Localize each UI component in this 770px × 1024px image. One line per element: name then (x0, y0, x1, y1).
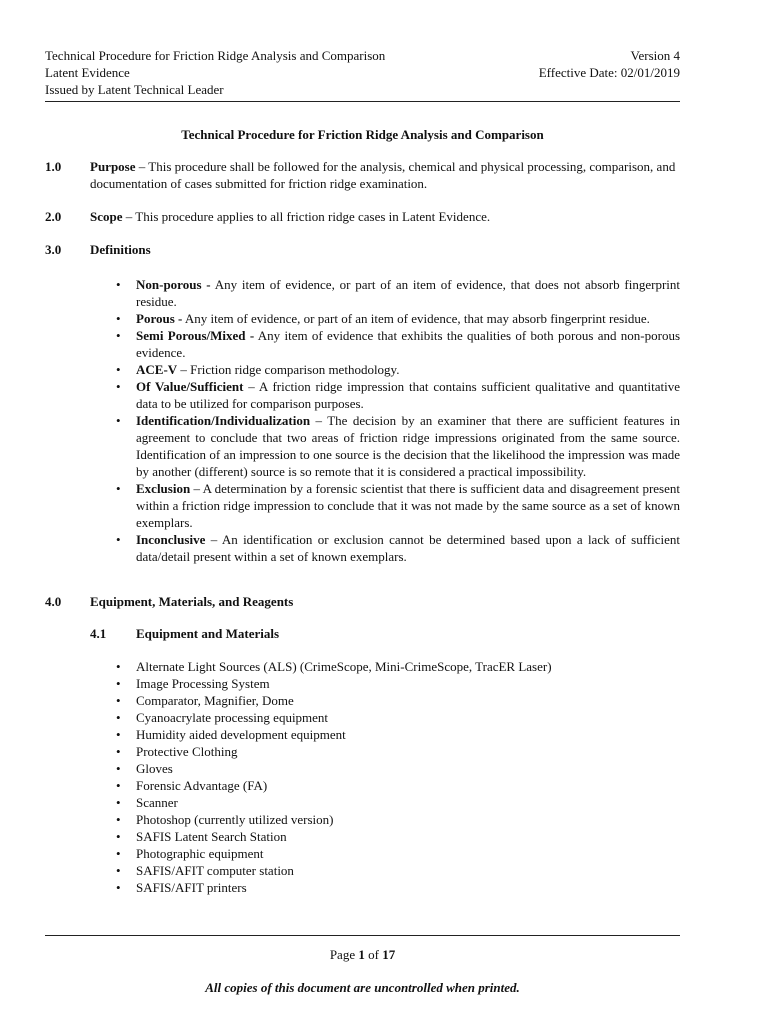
bullet-icon: • (116, 710, 121, 725)
definition-term: Non-porous - (136, 277, 211, 292)
document-title: Technical Procedure for Friction Ridge Analysis and Comparison (181, 127, 544, 142)
equipment-item: Cyanoacrylate processing equipment (136, 710, 329, 725)
section-heading: Equipment, Materials, and Reagents (90, 594, 294, 609)
equipment-item: Humidity aided development equipment (136, 727, 346, 742)
bullet-icon: • (116, 693, 121, 708)
equipment-item: SAFIS/AFIT printers (136, 880, 247, 895)
equipment-item: Gloves (136, 761, 173, 776)
uncontrolled-notice: All copies of this document are uncontrolled when printed. (205, 980, 520, 995)
equipment-item: Protective Clothing (136, 744, 238, 759)
definitions-list (92, 276, 680, 565)
bullet-icon: • (116, 727, 121, 742)
bullet-icon: • (116, 829, 121, 844)
list-item (92, 760, 680, 777)
subsection-number: 4.1 (90, 626, 107, 641)
definition-term: Identification/Individualization (136, 413, 311, 428)
header-effective-date: Effective Date: 02/01/2019 (538, 65, 680, 80)
bullet-icon: • (116, 778, 121, 793)
bullet-icon: • (116, 846, 121, 861)
list-item (92, 794, 680, 811)
equipment-item: Image Processing System (136, 676, 270, 691)
section-body (90, 208, 680, 225)
section-number: 3.0 (45, 242, 62, 257)
equipment-item: Scanner (136, 795, 178, 810)
bullet-icon: • (116, 481, 121, 496)
page-prefix: Page (329, 947, 359, 962)
definition-text: Any item of evidence that exhibits the qualities of both porous and non-porous evidence. (136, 328, 681, 360)
definition-term: ACE-V (136, 362, 178, 377)
list-item (92, 709, 680, 726)
header-right (539, 47, 680, 81)
bullet-icon: • (116, 277, 121, 292)
definition-term: Of Value/Sufficient (136, 379, 244, 394)
bullet-icon: • (116, 795, 121, 810)
section-body (90, 158, 680, 192)
list-item (92, 845, 680, 862)
equipment-item: SAFIS Latent Search Station (136, 829, 287, 844)
bullet-icon: • (116, 379, 121, 394)
equipment-list (92, 658, 680, 896)
section-term: Purpose (90, 159, 136, 174)
definition-text: – An identification or exclusion cannot be determined based upon a lack of sufficient data/detail present within a set of known exemplars. (136, 532, 680, 564)
equipment-item: Forensic Advantage (FA) (136, 778, 268, 793)
list-item (92, 862, 680, 879)
definition-term: Semi Porous/Mixed - (136, 328, 255, 343)
page-total: 17 (382, 947, 396, 962)
header-procedure-title: Technical Procedure for Friction Ridge Analysis and Comparison (45, 48, 386, 63)
definition-text: Any item of evidence, or part of an item of evidence, that does not absorb fingerprint residue. (136, 277, 680, 309)
section-heading: Definitions (90, 242, 151, 257)
equipment-item: Comparator, Magnifier, Dome (136, 693, 294, 708)
definition-term: Exclusion (136, 481, 191, 496)
header-issuer: Issued by Latent Technical Leader (45, 82, 224, 97)
header-left (45, 47, 385, 98)
bullet-icon: • (116, 761, 121, 776)
list-item (92, 378, 680, 412)
list-item (92, 743, 680, 760)
definition-text: Any item of evidence, or part of an item of evidence, that may absorb fingerprint residue. (182, 311, 650, 326)
list-item (92, 480, 680, 531)
section-term: Scope (90, 209, 123, 224)
definition-text: – A determination by a forensic scientist that there is sufficient data and disagreement present within a friction ridge impression to conclude that it was not made by the same source as a set of known exemplars. (136, 481, 680, 530)
bullet-icon: • (116, 676, 121, 691)
list-item (92, 310, 680, 327)
list-item (92, 327, 680, 361)
bullet-icon: • (116, 311, 121, 326)
subsection-heading: Equipment and Materials (136, 626, 280, 641)
bullet-icon: • (116, 413, 121, 428)
bullet-icon: • (116, 532, 121, 547)
equipment-item: Photoshop (currently utilized version) (136, 812, 334, 827)
bullet-icon: • (116, 362, 121, 377)
list-item (92, 531, 680, 565)
definition-text: – The decision by an examiner that there are sufficient features in agreement to conclude that two areas of friction ridge impressions originated from the same source. Identification of an impression to one source is the decision that the likelihood the impression was made by another (different) source is so remote that it is considered a practical impossibility. (136, 413, 680, 479)
page-mid: of (364, 947, 383, 962)
definition-term: Porous - (136, 311, 183, 326)
page-number (45, 946, 680, 963)
section-text: – This procedure shall be followed for the analysis, chemical and physical processing, comparison, and documentation of cases submitted for friction ridge examination. (90, 159, 676, 191)
bullet-icon: • (116, 812, 121, 827)
section-number: 4.0 (45, 594, 62, 609)
list-item (92, 412, 680, 480)
equipment-item: Photographic equipment (136, 846, 264, 861)
bullet-icon: • (116, 744, 121, 759)
list-item (92, 879, 680, 896)
footer-divider (45, 935, 680, 936)
header-unit: Latent Evidence (45, 65, 130, 80)
bullet-icon: • (116, 328, 121, 343)
definition-term: Inconclusive (136, 532, 206, 547)
page-current: 1 (358, 947, 365, 962)
bullet-icon: • (116, 863, 121, 878)
section-number: 2.0 (45, 209, 62, 224)
bullet-icon: • (116, 880, 121, 895)
equipment-item: SAFIS/AFIT computer station (136, 863, 294, 878)
list-item (92, 692, 680, 709)
section-text: – This procedure applies to all friction ridge cases in Latent Evidence. (122, 209, 491, 224)
section-number: 1.0 (45, 159, 62, 174)
header-version: Version 4 (630, 48, 680, 63)
list-item (92, 361, 680, 378)
definition-text: – A friction ridge impression that contains sufficient qualitative and quantitative data to be utilized for comparison purposes. (136, 379, 680, 411)
list-item (92, 811, 680, 828)
bullet-icon: • (116, 659, 121, 674)
list-item (92, 777, 680, 794)
list-item (92, 828, 680, 845)
list-item (92, 675, 680, 692)
list-item (92, 726, 680, 743)
equipment-item: Alternate Light Sources (ALS) (CrimeScope, Mini-CrimeScope, TracER Laser) (136, 659, 552, 674)
list-item (92, 658, 680, 675)
list-item (92, 276, 680, 310)
header-divider (45, 101, 680, 102)
definition-text: – Friction ridge comparison methodology. (177, 362, 400, 377)
